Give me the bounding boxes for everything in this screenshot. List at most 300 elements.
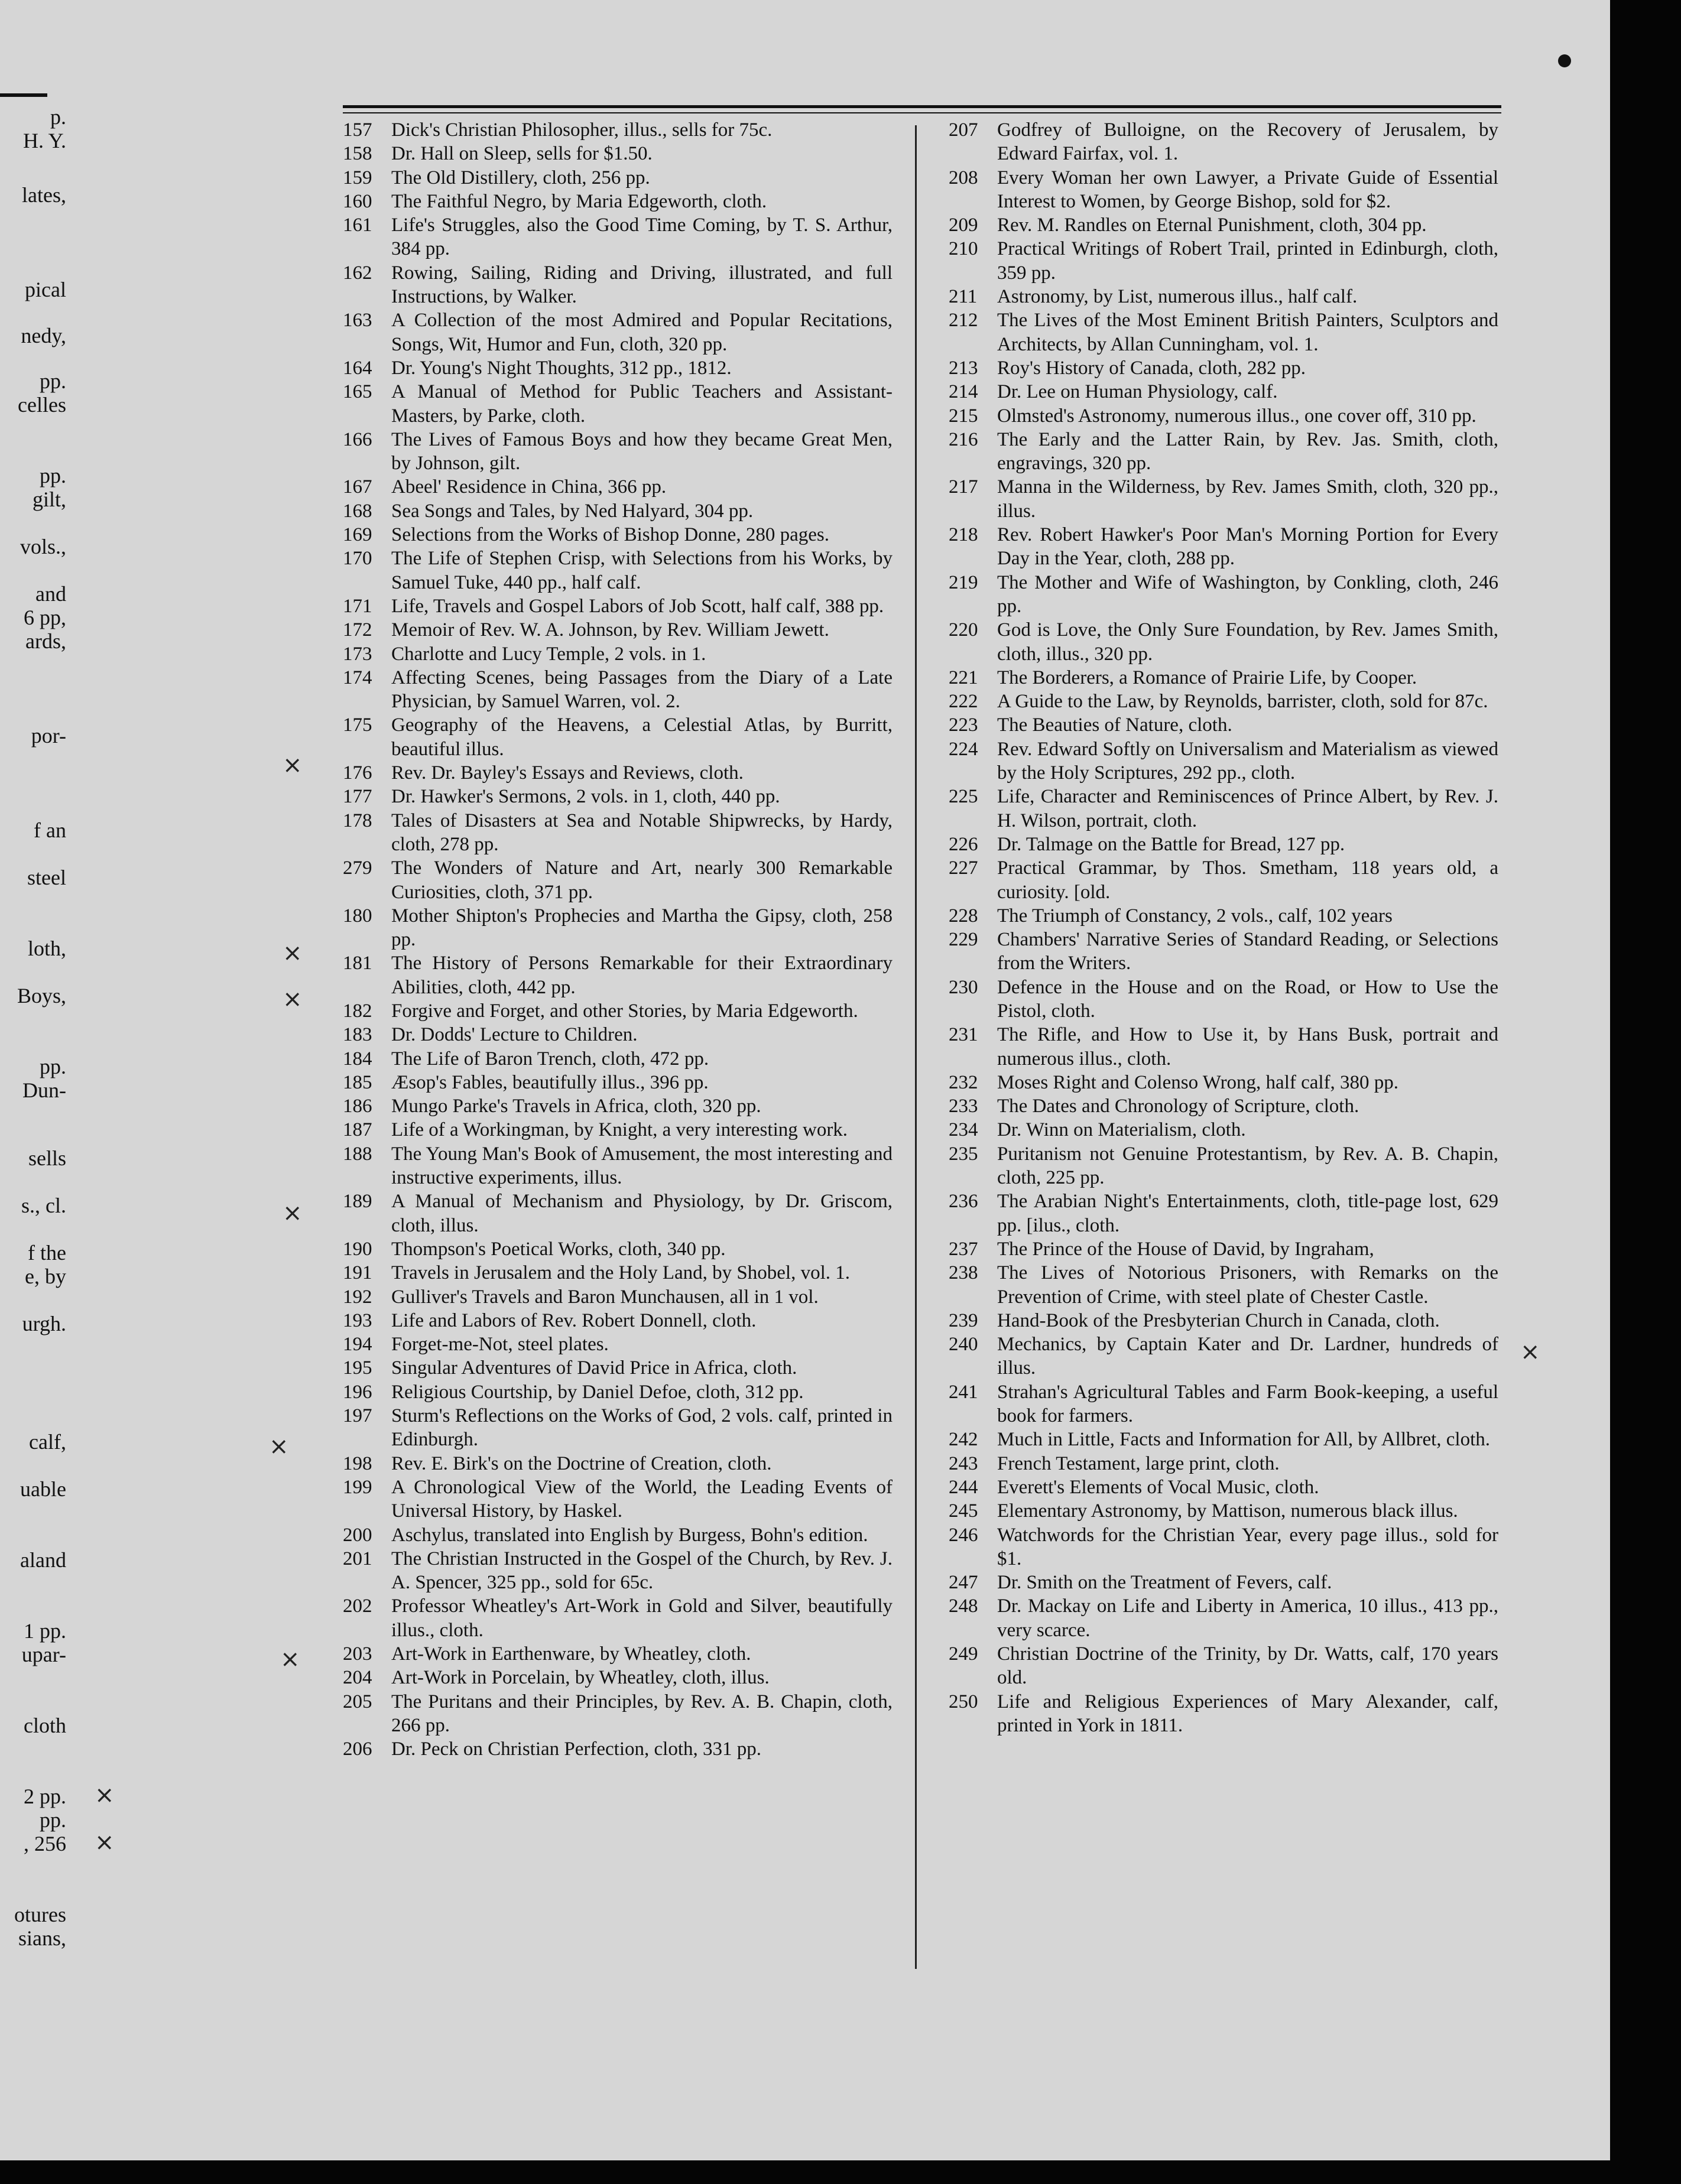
pencil-x-mark: × bbox=[269, 1433, 289, 1460]
entry-number: 233 bbox=[949, 1096, 978, 1117]
cut-off-text: pp. bbox=[40, 464, 66, 488]
cut-off-text: pp. bbox=[40, 1808, 66, 1832]
entry-number: 158 bbox=[343, 143, 372, 165]
cut-off-text: , 256 bbox=[24, 1832, 66, 1855]
entry-text: Art-Work in Porcelain, by Wheatley, cloth, illus. bbox=[391, 1667, 770, 1689]
catalogue-column-left bbox=[343, 118, 893, 1761]
catalogue-entry bbox=[343, 1118, 893, 1142]
entry-text: Roy's History of Canada, cloth, 282 pp. bbox=[997, 357, 1306, 379]
catalogue-entry bbox=[949, 404, 1498, 428]
catalogue-entry bbox=[949, 666, 1498, 690]
entry-number: 175 bbox=[343, 714, 372, 736]
entry-number: 163 bbox=[343, 310, 372, 332]
catalogue-entry bbox=[343, 475, 893, 499]
entry-number: 199 bbox=[343, 1476, 372, 1498]
entry-text: Thompson's Poetical Works, cloth, 340 pp. bbox=[391, 1238, 726, 1260]
catalogue-entry bbox=[949, 1023, 1498, 1071]
entry-number: 242 bbox=[949, 1429, 978, 1451]
entry-text: Life and Religious Experiences of Mary Alexander, calf, printed in York in 1811. bbox=[997, 1691, 1498, 1736]
entry-text: The Christian Instructed in the Gospel of the Church, by Rev. J. A. Spencer, 325 pp., sold for 65c. bbox=[391, 1548, 893, 1594]
catalogue-entry bbox=[343, 1237, 893, 1261]
entry-text: The Dates and Chronology of Scripture, cloth. bbox=[997, 1096, 1359, 1117]
catalogue-entry bbox=[949, 856, 1498, 904]
entry-number: 161 bbox=[343, 214, 372, 236]
catalogue-entry bbox=[949, 618, 1498, 666]
cut-off-text: gilt, bbox=[32, 488, 66, 511]
entry-number: 237 bbox=[949, 1238, 978, 1260]
entry-number: 183 bbox=[343, 1024, 372, 1046]
catalogue-entry bbox=[343, 1404, 893, 1452]
cut-off-text: urgh. bbox=[22, 1312, 66, 1335]
entry-text: Dr. Peck on Christian Perfection, cloth, 331 pp. bbox=[391, 1738, 761, 1760]
entry-text: Art-Work in Earthenware, by Wheatley, cloth. bbox=[391, 1643, 751, 1665]
entry-number: 164 bbox=[343, 357, 372, 379]
entry-text: Charlotte and Lucy Temple, 2 vols. in 1. bbox=[391, 643, 706, 665]
cut-off-text: otures bbox=[14, 1903, 66, 1926]
entry-text: The Beauties of Nature, cloth. bbox=[997, 714, 1232, 736]
catalogue-entry bbox=[343, 213, 893, 261]
cut-off-text: pp. bbox=[40, 369, 66, 393]
pencil-x-mark: × bbox=[280, 1646, 300, 1673]
catalogue-entry bbox=[949, 1452, 1498, 1476]
pencil-x-mark: × bbox=[95, 1829, 115, 1856]
entry-text: The Life of Stephen Crisp, with Selections from his Works, by Samuel Tuke, 440 pp., half calf. bbox=[391, 548, 893, 593]
entry-number: 245 bbox=[949, 1500, 978, 1522]
catalogue-entry bbox=[343, 1285, 893, 1309]
entry-text: Dr. Hawker's Sermons, 2 vols. in 1, cloth, 440 pp. bbox=[391, 786, 780, 808]
catalogue-entry bbox=[343, 594, 893, 618]
entry-number: 222 bbox=[949, 691, 978, 713]
catalogue-entry bbox=[949, 571, 1498, 619]
entry-text: A Manual of Method for Public Teachers and Assistant-Masters, by Parke, cloth. bbox=[391, 381, 893, 427]
entry-text: Forgive and Forget, and other Stories, by Maria Edgeworth. bbox=[391, 1000, 858, 1022]
entry-text: Tales of Disasters at Sea and Notable Shipwrecks, by Hardy, cloth, 278 pp. bbox=[391, 810, 893, 855]
entry-number: 217 bbox=[949, 476, 978, 498]
catalogue-entry bbox=[343, 1142, 893, 1190]
entry-text: Defence in the House and on the Road, or How to Use the Pistol, cloth. bbox=[997, 976, 1498, 1022]
entry-text: Memoir of Rev. W. A. Johnson, by Rev. William Jewett. bbox=[391, 619, 829, 641]
column-divider bbox=[915, 125, 917, 1969]
catalogue-entry bbox=[949, 213, 1498, 237]
catalogue-entry bbox=[949, 1309, 1498, 1332]
entry-text: Much in Little, Facts and Information for All, by Allbret, cloth. bbox=[997, 1429, 1491, 1451]
entry-number: 226 bbox=[949, 833, 978, 855]
pencil-x-mark: × bbox=[95, 1782, 115, 1809]
catalogue-entry bbox=[949, 475, 1498, 523]
catalogue-entry bbox=[949, 1261, 1498, 1309]
entry-number: 159 bbox=[343, 167, 372, 188]
entry-text: Rev. Dr. Bayley's Essays and Reviews, cloth. bbox=[391, 762, 744, 784]
entry-text: A Chronological View of the World, the Leading Events of Universal History, by Haskel. bbox=[391, 1476, 893, 1522]
catalogue-entry bbox=[949, 1118, 1498, 1142]
entry-text: The Mother and Wife of Washington, by Conkling, cloth, 246 pp. bbox=[997, 571, 1498, 617]
entry-text: Practical Grammar, by Thos. Smetham, 118 years old, a curiosity. [old. bbox=[997, 857, 1498, 903]
catalogue-entry bbox=[343, 642, 893, 666]
entry-number: 234 bbox=[949, 1119, 978, 1141]
entry-text: The Puritans and their Principles, by Rev. A. B. Chapin, cloth, 266 pp. bbox=[391, 1691, 893, 1736]
entry-number: 248 bbox=[949, 1595, 978, 1617]
catalogue-entry bbox=[343, 904, 893, 952]
entry-number: 224 bbox=[949, 738, 978, 760]
catalogue-entry bbox=[343, 261, 893, 309]
catalogue-entry bbox=[343, 142, 893, 165]
entry-number: 178 bbox=[343, 810, 372, 831]
entry-text: God is Love, the Only Sure Foundation, by Rev. James Smith, cloth, illus., 320 pp. bbox=[997, 619, 1498, 665]
entry-text: Rev. M. Randles on Eternal Punishment, cloth, 304 pp. bbox=[997, 214, 1427, 236]
entry-number: 203 bbox=[343, 1643, 372, 1665]
entry-text: The Young Man's Book of Amusement, the most interesting and instructive experiments, illus. bbox=[391, 1143, 893, 1189]
entry-text: Dr. Young's Night Thoughts, 312 pp., 1812. bbox=[391, 357, 732, 379]
entry-text: Dr. Mackay on Life and Liberty in America, 10 illus., 413 pp., very scarce. bbox=[997, 1595, 1498, 1641]
catalogue-entry bbox=[343, 785, 893, 808]
cut-off-text: steel bbox=[27, 866, 66, 889]
entry-text: The Borderers, a Romance of Prairie Life, by Cooper. bbox=[997, 667, 1417, 688]
entry-text: Rev. Edward Softly on Universalism and Materialism as viewed by the Holy Scriptures, 292 pp., cloth. bbox=[997, 738, 1498, 784]
entry-number: 220 bbox=[949, 619, 978, 641]
cut-off-text: s., cl. bbox=[21, 1194, 66, 1217]
entry-text: Mechanics, by Captain Kater and Dr. Lardner, hundreds of illus. bbox=[997, 1334, 1498, 1379]
cut-off-text: vols., bbox=[20, 535, 66, 558]
entry-number: 189 bbox=[343, 1191, 372, 1213]
catalogue-entry bbox=[949, 904, 1498, 928]
top-rule-thin bbox=[343, 112, 1501, 113]
catalogue-entry bbox=[343, 1547, 893, 1595]
catalogue-entry bbox=[949, 713, 1498, 737]
cut-off-text: uable bbox=[20, 1477, 66, 1501]
catalogue-entry bbox=[343, 428, 893, 476]
catalogue-entry bbox=[343, 499, 893, 523]
pencil-x-mark: × bbox=[283, 986, 303, 1013]
catalogue-entry bbox=[343, 856, 893, 904]
catalogue-entry bbox=[343, 1023, 893, 1046]
entry-text: Singular Adventures of David Price in Africa, cloth. bbox=[391, 1357, 797, 1379]
catalogue-entry bbox=[949, 1071, 1498, 1094]
catalogue-entry bbox=[343, 1642, 893, 1666]
entry-text: Dr. Talmage on the Battle for Bread, 127 pp. bbox=[997, 833, 1345, 855]
cut-off-text: celles bbox=[18, 393, 66, 417]
entry-text: Practical Writings of Robert Trail, printed in Edinburgh, cloth, 359 pp. bbox=[997, 238, 1498, 284]
cut-off-text: upar- bbox=[21, 1643, 66, 1666]
catalogue-entry bbox=[343, 1190, 893, 1237]
catalogue-entry bbox=[343, 1690, 893, 1738]
entry-number: 160 bbox=[343, 190, 372, 212]
pencil-x-mark: × bbox=[1520, 1338, 1540, 1366]
pencil-x-mark: × bbox=[283, 752, 303, 779]
catalogue-entry bbox=[343, 1332, 893, 1356]
entry-number: 188 bbox=[343, 1143, 372, 1165]
entry-number: 229 bbox=[949, 929, 978, 951]
cut-off-text: sells bbox=[28, 1146, 66, 1170]
entry-number: 231 bbox=[949, 1024, 978, 1046]
cut-off-text: pp. bbox=[40, 1055, 66, 1078]
catalogue-entry bbox=[343, 380, 893, 428]
entry-number: 238 bbox=[949, 1262, 978, 1284]
entry-text: Gulliver's Travels and Baron Munchausen, all in 1 vol. bbox=[391, 1286, 819, 1308]
entry-text: Aschylus, translated into English by Burgess, Bohn's edition. bbox=[391, 1524, 868, 1546]
entry-number: 187 bbox=[343, 1119, 372, 1141]
catalogue-entry bbox=[343, 1309, 893, 1332]
entry-number: 195 bbox=[343, 1357, 372, 1379]
cut-off-text: nedy, bbox=[21, 324, 66, 347]
catalogue-entry bbox=[949, 1094, 1498, 1118]
cut-off-text: Boys, bbox=[17, 984, 66, 1008]
cut-off-text: Dun- bbox=[22, 1078, 66, 1102]
catalogue-entry bbox=[343, 1594, 893, 1642]
catalogue-entry bbox=[343, 1071, 893, 1094]
entry-number: 250 bbox=[949, 1691, 978, 1712]
entry-text: Chambers' Narrative Series of Standard Reading, or Selections from the Writers. bbox=[997, 929, 1498, 974]
catalogue-entry bbox=[949, 1237, 1498, 1261]
entry-text: Watchwords for the Christian Year, every page illus., sold for $1. bbox=[997, 1524, 1498, 1569]
entry-text: Life's Struggles, also the Good Time Coming, by T. S. Arthur, 384 pp. bbox=[391, 214, 893, 260]
cut-off-text: p. bbox=[50, 105, 66, 129]
entry-number: 230 bbox=[949, 976, 978, 998]
entry-number: 205 bbox=[343, 1691, 372, 1712]
entry-text: Rowing, Sailing, Riding and Driving, illustrated, and full Instructions, by Walker. bbox=[391, 262, 893, 308]
entry-number: 184 bbox=[343, 1048, 372, 1070]
entry-text: Godfrey of Bulloigne, on the Recovery of Jerusalem, by Edward Fairfax, vol. 1. bbox=[997, 119, 1498, 165]
catalogue-entry bbox=[343, 1094, 893, 1118]
catalogue-entry bbox=[343, 547, 893, 594]
cut-off-text: and bbox=[35, 582, 66, 606]
entry-number: 236 bbox=[949, 1191, 978, 1213]
entry-text: Dr. Hall on Sleep, sells for $1.50. bbox=[391, 143, 653, 165]
entry-text: Everett's Elements of Vocal Music, cloth. bbox=[997, 1476, 1319, 1498]
catalogue-entry bbox=[949, 428, 1498, 476]
entry-text: Rev. E. Birk's on the Doctrine of Creation, cloth. bbox=[391, 1452, 772, 1474]
entry-text: Every Woman her own Lawyer, a Private Guide of Essential Interest to Women, by George Bishop, sold for $2. bbox=[997, 167, 1498, 212]
entry-number: 211 bbox=[949, 286, 978, 308]
entry-text: Sea Songs and Tales, by Ned Halyard, 304 pp. bbox=[391, 500, 754, 522]
entry-text: The Early and the Latter Rain, by Rev. Jas. Smith, cloth, engravings, 320 pp. bbox=[997, 428, 1498, 474]
cut-off-text: f the bbox=[28, 1241, 66, 1265]
catalogue-entry bbox=[343, 999, 893, 1023]
entry-text: Life, Travels and Gospel Labors of Job Scott, half calf, 388 pp. bbox=[391, 595, 884, 617]
previous-column-fragment bbox=[0, 0, 71, 2160]
catalogue-entry bbox=[343, 951, 893, 999]
entry-number: 197 bbox=[343, 1405, 372, 1427]
catalogue-entry bbox=[343, 1737, 893, 1761]
entry-number: 171 bbox=[343, 595, 372, 617]
entry-text: Moses Right and Colenso Wrong, half calf, 380 pp. bbox=[997, 1071, 1399, 1093]
catalogue-entry bbox=[949, 737, 1498, 785]
entry-number: 243 bbox=[949, 1452, 978, 1474]
entry-number: 235 bbox=[949, 1143, 978, 1165]
entry-number: 210 bbox=[949, 238, 978, 260]
catalogue-entry bbox=[949, 285, 1498, 308]
entry-text: The Arabian Night's Entertainments, cloth, title-page lost, 629 pp. [ilus., cloth. bbox=[997, 1191, 1498, 1236]
entry-text: The Rifle, and How to Use it, by Hans Busk, portrait and numerous illus., cloth. bbox=[997, 1024, 1498, 1070]
entry-number: 196 bbox=[343, 1381, 372, 1403]
entry-text: The Prince of the House of David, by Ingraham, bbox=[997, 1238, 1374, 1260]
entry-number: 223 bbox=[949, 714, 978, 736]
entry-text: Life, Character and Reminiscences of Prince Albert, by Rev. J. H. Wilson, portrait, cloth. bbox=[997, 786, 1498, 831]
entry-text: Dr. Winn on Materialism, cloth. bbox=[997, 1119, 1246, 1141]
cut-off-text: e, by bbox=[25, 1265, 66, 1288]
entry-number: 228 bbox=[949, 905, 978, 927]
entry-number: 162 bbox=[343, 262, 372, 284]
entry-number: 193 bbox=[343, 1309, 372, 1331]
entry-text: Travels in Jerusalem and the Holy Land, by Shobel, vol. 1. bbox=[391, 1262, 851, 1284]
catalogue-entry bbox=[949, 1642, 1498, 1690]
entry-number: 169 bbox=[343, 524, 372, 546]
entry-number: 246 bbox=[949, 1524, 978, 1546]
catalogue-entry bbox=[343, 761, 893, 785]
catalogue-entry bbox=[949, 380, 1498, 404]
catalogue-entry bbox=[343, 1047, 893, 1071]
catalogue-entry bbox=[343, 1380, 893, 1404]
entry-number: 186 bbox=[343, 1096, 372, 1117]
entry-number: 191 bbox=[343, 1262, 372, 1284]
entry-number: 180 bbox=[343, 905, 372, 927]
entry-text: French Testament, large print, cloth. bbox=[997, 1452, 1280, 1474]
entry-number: 185 bbox=[343, 1071, 372, 1093]
entry-number: 165 bbox=[343, 381, 372, 403]
catalogue-entry bbox=[343, 618, 893, 642]
catalogue-entry bbox=[949, 1499, 1498, 1523]
entry-number: 247 bbox=[949, 1572, 978, 1594]
entry-number: 279 bbox=[343, 857, 372, 879]
catalogue-entry bbox=[343, 118, 893, 142]
entry-text: Sturm's Reflections on the Works of God, 2 vols. calf, printed in Edinburgh. bbox=[391, 1405, 893, 1451]
catalogue-entry bbox=[343, 1666, 893, 1689]
entry-text: Christian Doctrine of the Trinity, by Dr. Watts, calf, 170 years old. bbox=[997, 1643, 1498, 1689]
catalogue-column-right bbox=[949, 118, 1498, 1737]
entry-text: The Faithful Negro, by Maria Edgeworth, cloth. bbox=[391, 190, 767, 212]
entry-text: Elementary Astronomy, by Mattison, numerous black illus. bbox=[997, 1500, 1458, 1522]
entry-number: 249 bbox=[949, 1643, 978, 1665]
catalogue-entry bbox=[343, 190, 893, 213]
cut-off-text: 2 pp. bbox=[24, 1785, 66, 1808]
entry-number: 177 bbox=[343, 786, 372, 808]
entry-number: 208 bbox=[949, 167, 978, 188]
entry-number: 181 bbox=[343, 953, 372, 974]
cut-off-text: 1 pp. bbox=[24, 1619, 66, 1643]
entry-number: 172 bbox=[343, 619, 372, 641]
entry-text: Religious Courtship, by Daniel Defoe, cloth, 312 pp. bbox=[391, 1381, 804, 1403]
catalogue-entry bbox=[949, 118, 1498, 166]
entry-text: The Lives of Famous Boys and how they became Great Men, by Johnson, gilt. bbox=[391, 428, 893, 474]
catalogue-entry bbox=[949, 1332, 1498, 1380]
entry-number: 201 bbox=[343, 1548, 372, 1569]
cut-off-text: f an bbox=[34, 818, 66, 842]
entry-number: 212 bbox=[949, 310, 978, 332]
catalogue-entry bbox=[949, 356, 1498, 380]
cut-off-text: 6 pp, bbox=[24, 606, 66, 629]
catalogue-entry bbox=[343, 1452, 893, 1476]
catalogue-entry bbox=[949, 1142, 1498, 1190]
catalogue-entry bbox=[949, 785, 1498, 833]
entry-text: Geography of the Heavens, a Celestial Atlas, by Burritt, beautiful illus. bbox=[391, 714, 893, 760]
catalogue-entry bbox=[949, 166, 1498, 214]
catalogue-entry bbox=[949, 1594, 1498, 1642]
entry-number: 157 bbox=[343, 119, 372, 141]
entry-number: 174 bbox=[343, 667, 372, 688]
entry-number: 215 bbox=[949, 405, 978, 427]
catalogue-entry bbox=[949, 833, 1498, 856]
entry-text: The Old Distillery, cloth, 256 pp. bbox=[391, 167, 650, 188]
scan-edge-right bbox=[1610, 0, 1681, 2184]
cut-off-text: sians, bbox=[18, 1926, 66, 1950]
entry-text: The Life of Baron Trench, cloth, 472 pp. bbox=[391, 1048, 709, 1070]
entry-number: 182 bbox=[343, 1000, 372, 1022]
scan-edge-bottom bbox=[0, 2160, 1681, 2184]
entry-number: 218 bbox=[949, 524, 978, 546]
entry-number: 214 bbox=[949, 381, 978, 403]
entry-text: The Lives of the Most Eminent British Painters, Sculptors and Architects, by Allan Cunningham, vol. 1. bbox=[997, 310, 1498, 355]
cut-off-text: loth, bbox=[27, 937, 66, 960]
catalogue-entry bbox=[949, 976, 1498, 1023]
entry-number: 232 bbox=[949, 1071, 978, 1093]
cut-off-text: pical bbox=[25, 278, 66, 301]
entry-text: The Lives of Notorious Prisoners, with Remarks on the Prevention of Crime, with steel plate of Chester Castle. bbox=[997, 1262, 1498, 1308]
catalogue-entry bbox=[343, 713, 893, 761]
catalogue-entry bbox=[343, 166, 893, 190]
entry-number: 206 bbox=[343, 1738, 372, 1760]
cut-off-text: calf, bbox=[29, 1430, 66, 1454]
cut-off-text: H. Y. bbox=[22, 129, 66, 152]
entry-text: Dr. Smith on the Treatment of Fevers, calf. bbox=[997, 1572, 1332, 1594]
catalogue-entry bbox=[949, 1476, 1498, 1499]
entry-number: 239 bbox=[949, 1309, 978, 1331]
entry-text: Olmsted's Astronomy, numerous illus., one cover off, 310 pp. bbox=[997, 405, 1476, 427]
entry-text: Manna in the Wilderness, by Rev. James Smith, cloth, 320 pp., illus. bbox=[997, 476, 1498, 522]
entry-number: 192 bbox=[343, 1286, 372, 1308]
entry-number: 166 bbox=[343, 428, 372, 450]
left-column-rule bbox=[0, 93, 47, 97]
pencil-x-mark: × bbox=[283, 1200, 303, 1227]
catalogue-entry bbox=[343, 1261, 893, 1285]
entry-text: Selections from the Works of Bishop Donne, 280 pages. bbox=[391, 524, 829, 546]
entry-text: Dr. Lee on Human Physiology, calf. bbox=[997, 381, 1278, 403]
cut-off-text: por- bbox=[31, 724, 66, 748]
entry-text: Dr. Dodds' Lecture to Children. bbox=[391, 1024, 638, 1046]
catalogue-entry bbox=[343, 356, 893, 380]
entry-number: 202 bbox=[343, 1595, 372, 1617]
entry-text: Forget-me-Not, steel plates. bbox=[391, 1334, 609, 1356]
entry-text: Mother Shipton's Prophecies and Martha the Gipsy, cloth, 258 pp. bbox=[391, 905, 893, 951]
entry-number: 240 bbox=[949, 1334, 978, 1356]
catalogue-entry bbox=[949, 1380, 1498, 1428]
entry-text: A Guide to the Law, by Reynolds, barrister, cloth, sold for 87c. bbox=[997, 691, 1488, 713]
entry-number: 176 bbox=[343, 762, 372, 784]
entry-text: Puritanism not Genuine Protestantism, by Rev. A. B. Chapin, cloth, 225 pp. bbox=[997, 1143, 1498, 1189]
entry-text: Professor Wheatley's Art-Work in Gold and Silver, beautifully illus., cloth. bbox=[391, 1595, 893, 1641]
entry-number: 194 bbox=[343, 1334, 372, 1356]
catalogue-entry bbox=[949, 1523, 1498, 1571]
catalogue-entry bbox=[949, 1190, 1498, 1237]
cut-off-text: aland bbox=[20, 1548, 66, 1572]
catalogue-entry bbox=[949, 308, 1498, 356]
entry-number: 244 bbox=[949, 1476, 978, 1498]
entry-number: 227 bbox=[949, 857, 978, 879]
catalogue-entry bbox=[343, 666, 893, 714]
entry-text: Life and Labors of Rev. Robert Donnell, cloth. bbox=[391, 1309, 757, 1331]
catalogue-entry bbox=[343, 809, 893, 857]
entry-text: Æsop's Fables, beautifully illus., 396 pp. bbox=[391, 1071, 709, 1093]
entry-number: 207 bbox=[949, 119, 978, 141]
entry-number: 241 bbox=[949, 1381, 978, 1403]
entry-number: 209 bbox=[949, 214, 978, 236]
catalogue-entry bbox=[949, 1571, 1498, 1594]
catalogue-entry bbox=[343, 308, 893, 356]
entry-number: 198 bbox=[343, 1452, 372, 1474]
catalogue-entry bbox=[949, 523, 1498, 571]
catalogue-entry bbox=[949, 928, 1498, 976]
entry-number: 170 bbox=[343, 548, 372, 570]
entry-number: 221 bbox=[949, 667, 978, 688]
ink-dot bbox=[1558, 54, 1571, 67]
